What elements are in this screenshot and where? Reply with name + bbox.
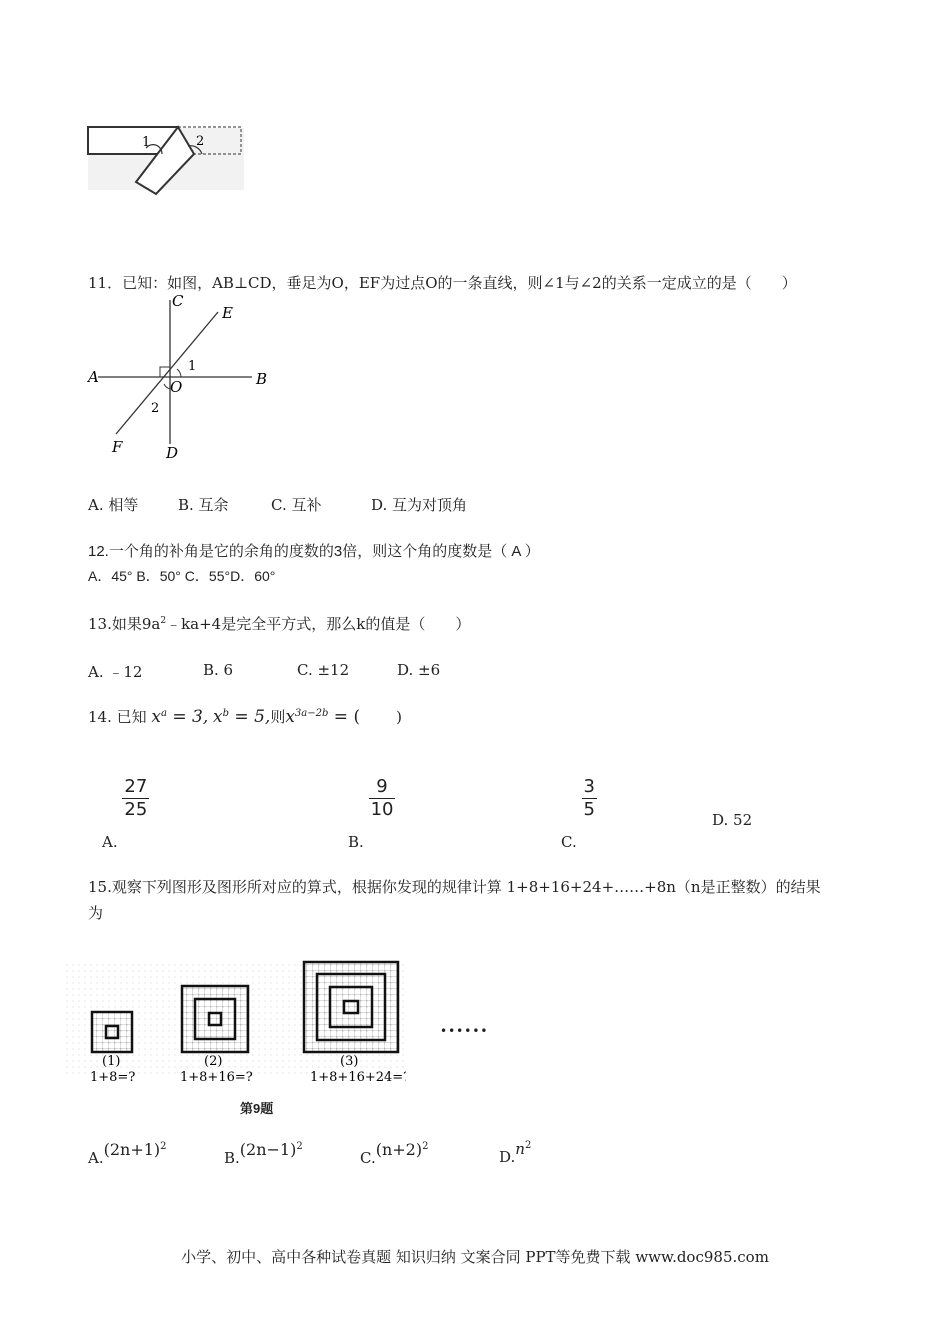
question-11: 11．已知：如图，AB⊥CD，垂足为O，EF为过点O的一条直线，则∠1与∠2的关系一定成立的是（ ）	[88, 274, 797, 292]
fig-label-2: (2)	[204, 1054, 223, 1069]
label-F: F	[112, 438, 123, 456]
q11-option-d: D. 互为对顶角	[371, 496, 468, 514]
q14-fraction-b: $\frac{9}{10}$	[370, 776, 394, 820]
q14-b: b	[222, 708, 230, 719]
q14-then: 则	[270, 708, 286, 726]
fig-label-1: (1)	[102, 1054, 121, 1069]
q14-eq: = (	[328, 707, 361, 727]
q13-option-a: A. ﹣12	[88, 663, 143, 681]
q15-option-b: $B.(2n-1)^2$	[224, 1140, 303, 1167]
q11-option-b: B. 互余	[178, 496, 229, 514]
fold-figure	[84, 118, 249, 198]
fig-eq-2: 1+8+16=?	[180, 1070, 253, 1085]
fig-eq-1: 1+8=?	[90, 1070, 136, 1085]
q14-prefix: 14. 已知	[88, 708, 147, 726]
label-A: A	[88, 368, 99, 386]
q14-exp: 3a−2b	[294, 708, 329, 719]
label-O: O	[170, 378, 183, 396]
q14-x2: x	[213, 707, 223, 727]
q15-option-a: $A.(2n+1)^2$	[88, 1140, 167, 1167]
q14-option-d: D. 52	[712, 811, 753, 829]
q14-option-c: C. $\frac{3}{5}$	[561, 776, 595, 851]
question-15-line2: 为	[88, 904, 104, 922]
q14-fraction-c: $\frac{3}{5}$	[583, 776, 595, 820]
question-14	[88, 706, 402, 736]
fold-angle-1: 1	[142, 135, 151, 150]
label-D: D	[166, 444, 179, 462]
q12-options: A．45° B．50° C．55°D．60°	[88, 568, 276, 584]
q14-option-b: B. $\frac{9}{10}$	[348, 776, 394, 851]
label-2: 2	[151, 401, 160, 416]
question-12: 12.一个角的补角是它的余角的度数的3倍，则这个角的度数是（ A ）	[88, 543, 540, 560]
label-C: C	[172, 292, 184, 310]
squares-figure	[66, 958, 406, 1086]
label-E: E	[222, 304, 233, 322]
label-B: B	[256, 370, 268, 388]
q13-suffix: ﹣ka+4是完全平方式，那么k的值是（ ）	[166, 615, 471, 633]
question-15-line1: 15.观察下列图形及图形所对应的算式，根据你发现的规律计算 1+8+16+24+……+8n（n是正整数）的结果	[88, 878, 821, 896]
q15-option-c: $C.(n+2)^2$	[360, 1140, 429, 1167]
q14-option-a: A. $\frac{27}{25}$	[102, 776, 148, 851]
q14-eq5: = 5,	[229, 707, 271, 727]
q14-x1: x	[151, 707, 161, 727]
fold-angle-2: 2	[196, 134, 205, 149]
q15-option-d: $D.n^2$	[499, 1140, 532, 1166]
q14-eq3: = 3,	[166, 707, 209, 727]
q11-option-a: A. 相等	[88, 496, 139, 514]
q13-prefix: 13.如果9a	[88, 615, 161, 633]
question-13	[88, 613, 470, 634]
q14-close: )	[396, 708, 402, 726]
q11-option-c: C. 互补	[271, 496, 322, 514]
figure-caption: 第9题	[240, 1101, 274, 1116]
page-footer: 小学、初中、高中各种试卷真题 知识归纳 文案合同 PPT等免费下载 www.doc985.com	[181, 1248, 769, 1266]
fig-eq-3: 1+8+16+24=?	[310, 1070, 406, 1085]
fig-label-3: (3)	[340, 1054, 359, 1069]
label-1: 1	[188, 359, 197, 374]
q13-sup: 2	[160, 616, 167, 626]
q13-option-b: B. 6	[203, 661, 234, 679]
q13-option-c: C. ±12	[297, 661, 350, 679]
q14-a: a	[161, 708, 167, 719]
angle-figure	[84, 292, 274, 467]
q14-x3: x	[285, 707, 295, 727]
q13-option-d: D. ±6	[397, 661, 441, 679]
q14-fraction-a: $\frac{27}{25}$	[124, 776, 148, 820]
continuation-dots: ••••••	[440, 1024, 489, 1038]
